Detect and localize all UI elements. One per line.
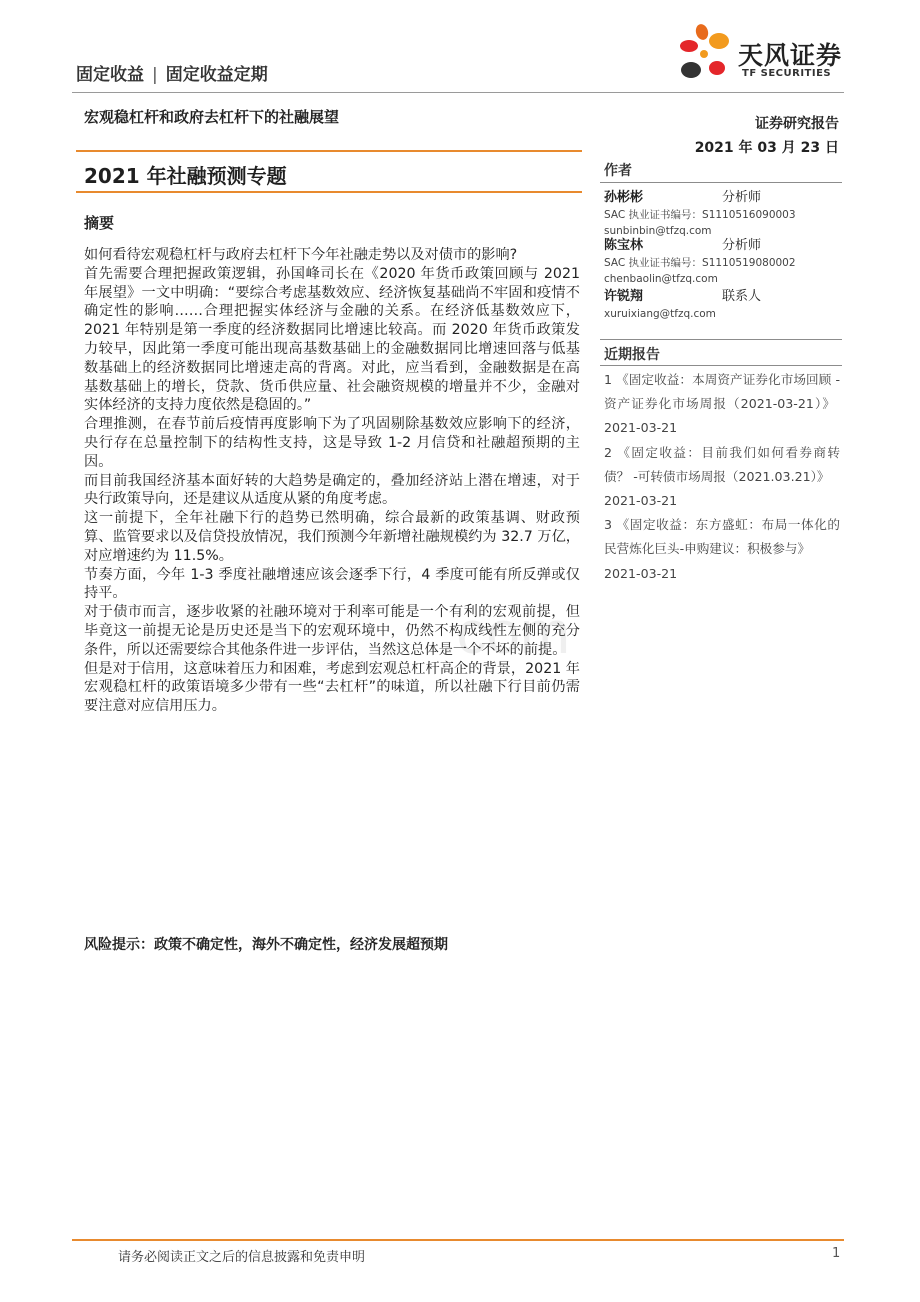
header-rule [72,92,844,93]
logo-en: TF SECURITIES [742,68,832,79]
paragraph: 首先需要合理把握政策逻辑，孙国峰司长在《2020 年货币政策回顾与 2021 年展望》一文中明确：“要综合考虑基数效应、经济恢复基础尚不牢固和疫情不确定性的影响……合理把握实体经济与金融的关系。在经济低基数效应下，2021 年特别是第一季度的经济数据同比增速比较高。而 2020 年货币政策发力较早，因此第一季度可能出现高基数基础上的金融数据同比增速回落与低基数基础上的经济数据同比增速走高的背离。对此，应当看到，金融数据是在高基数基础上的增长，贷款、货币供应量、社会融资规模的增量并不少，金融对实体经济的支持力度依然是稳固的。” [84,265,580,414]
watermark: .com [440,599,571,666]
author-role: 联系人 [722,289,762,304]
author-cert: SAC 执业证书编号：S1110516090003 [604,209,796,221]
footer-disclaimer[interactable]: 请务必阅读正文之后的信息披露和免责申明 [118,1250,366,1265]
title-rule-bottom [76,191,582,193]
recent-report-item[interactable] [604,441,840,514]
recent-rule [600,365,842,366]
author-card [604,236,840,287]
authors-label: 作者 [604,163,632,179]
recent-rule-top [600,339,842,340]
authors-rule [600,182,842,183]
author-email[interactable]: chenbaolin@tfzq.com [604,273,718,285]
recent-report-title[interactable]: 3 《固定收益：东方盛虹：布局一体化的民营炼化巨头-申购建议：积极参与》 [604,517,840,557]
paragraph: 如何看待宏观稳杠杆与政府去杠杆下今年社融走势以及对债市的影响? [84,247,518,263]
page-title: 2021 年社融预测专题 [84,164,287,188]
logo-name: 天风证券 [738,41,843,70]
author-name: 孙彬彬 [604,190,644,205]
recent-reports-list [604,368,840,586]
paragraph: 合理推测，在春节前后疫情再度影响下为了巩固剔除基数效应影响下的经济，央行存在总量控制下的结构性支持，这是导致 1-2 月信贷和社融超预期的主因。 [84,416,580,470]
recent-report-date: 2021-03-21 [604,565,678,581]
recent-report-date: 2021-03-21 [604,420,678,436]
abstract-label: 摘要 [84,214,115,232]
recent-report-title[interactable]: 2 《固定收益：目前我们如何看券商转债？ -可转债市场周报（2021.03.21）》 [604,444,840,484]
header-category: 固定收益 [76,65,144,85]
logo-petal-bottom-left [681,62,701,78]
report-date: 2021 年 03 月 23 日 [694,140,839,156]
paragraph: 但是对于信用，这意味着压力和困难，考虑到宏观总杠杆高企的背景，2021 年宏观稳杠杆的政策语境多少带有一些“去杠杆”的味道，所以社融下行目前仍需要注意对应信用压力。 [84,660,580,715]
paragraph: 而目前我国经济基本面好转的大趋势是确定的，叠加经济站上潜在增速，对于央行政策导向，还是建议从适度从紧的角度考虑。 [84,472,580,508]
recent-report-item[interactable] [604,513,840,586]
author-email[interactable]: xuruixiang@tfzq.com [604,308,716,320]
author-cert: SAC 执业证书编号：S1110519080002 [604,257,796,269]
title-rule-top [76,150,582,152]
paragraph: 节奏方面，今年 1-3 季度社融增速应该会逐季下行，4 季度可能有所反弹或仅持平。 [84,566,580,602]
logo-petal-bottom-right [709,61,725,75]
logo-center [700,50,708,58]
logo-petal-right [709,33,729,49]
header-breadcrumb [76,60,268,85]
author-name: 陈宝林 [604,238,644,253]
paragraph: 对于债市而言，逐步收紧的社融环境对于利率可能是一个有利的宏观前提，但毕竟这一前提无论是历史还是当下的宏观环境中，仍然不构成线性左侧的充分条件，所以还需要综合其他条件进一步评估，当然这总体是一个不坏的前提。 [84,604,580,658]
logo-petal-top [694,23,710,42]
header-separator: | [152,65,158,85]
author-card [604,188,840,239]
report-subtitle: 宏观稳杠杆和政府去杠杆下的社融展望 [84,108,340,126]
page-number: 1 [832,1246,841,1261]
recent-report-title[interactable]: 1 《固定收益：本周资产证券化市场回顾 - 资产证券化市场周报（2021-03-21）》 [604,372,840,412]
paragraph: 这一前提下，全年社融下行的趋势已然明确，综合最新的政策基调、财政预算、监管要求以及信贷投放情况，我们预测今年新增社融规模约为 32.7 万亿，对应增速约为 11.5%。 [84,510,580,564]
recent-report-item[interactable] [604,368,840,441]
author-role: 分析师 [722,190,762,205]
report-type: 证券研究报告 [755,116,839,132]
author-role: 分析师 [722,238,762,253]
recent-reports-label: 近期报告 [604,347,660,363]
header-section: 固定收益定期 [165,65,268,85]
footer-rule [72,1239,844,1241]
author-email[interactable]: sunbinbin@tfzq.com [604,225,712,237]
recent-report-date: 2021-03-21 [604,493,678,509]
logo-petal-left [680,40,698,52]
author-name: 许锐翔 [604,289,644,304]
author-card [604,287,840,322]
risk-warning: 风险提示：政策不确定性，海外不确定性，经济发展超预期 [84,937,448,953]
